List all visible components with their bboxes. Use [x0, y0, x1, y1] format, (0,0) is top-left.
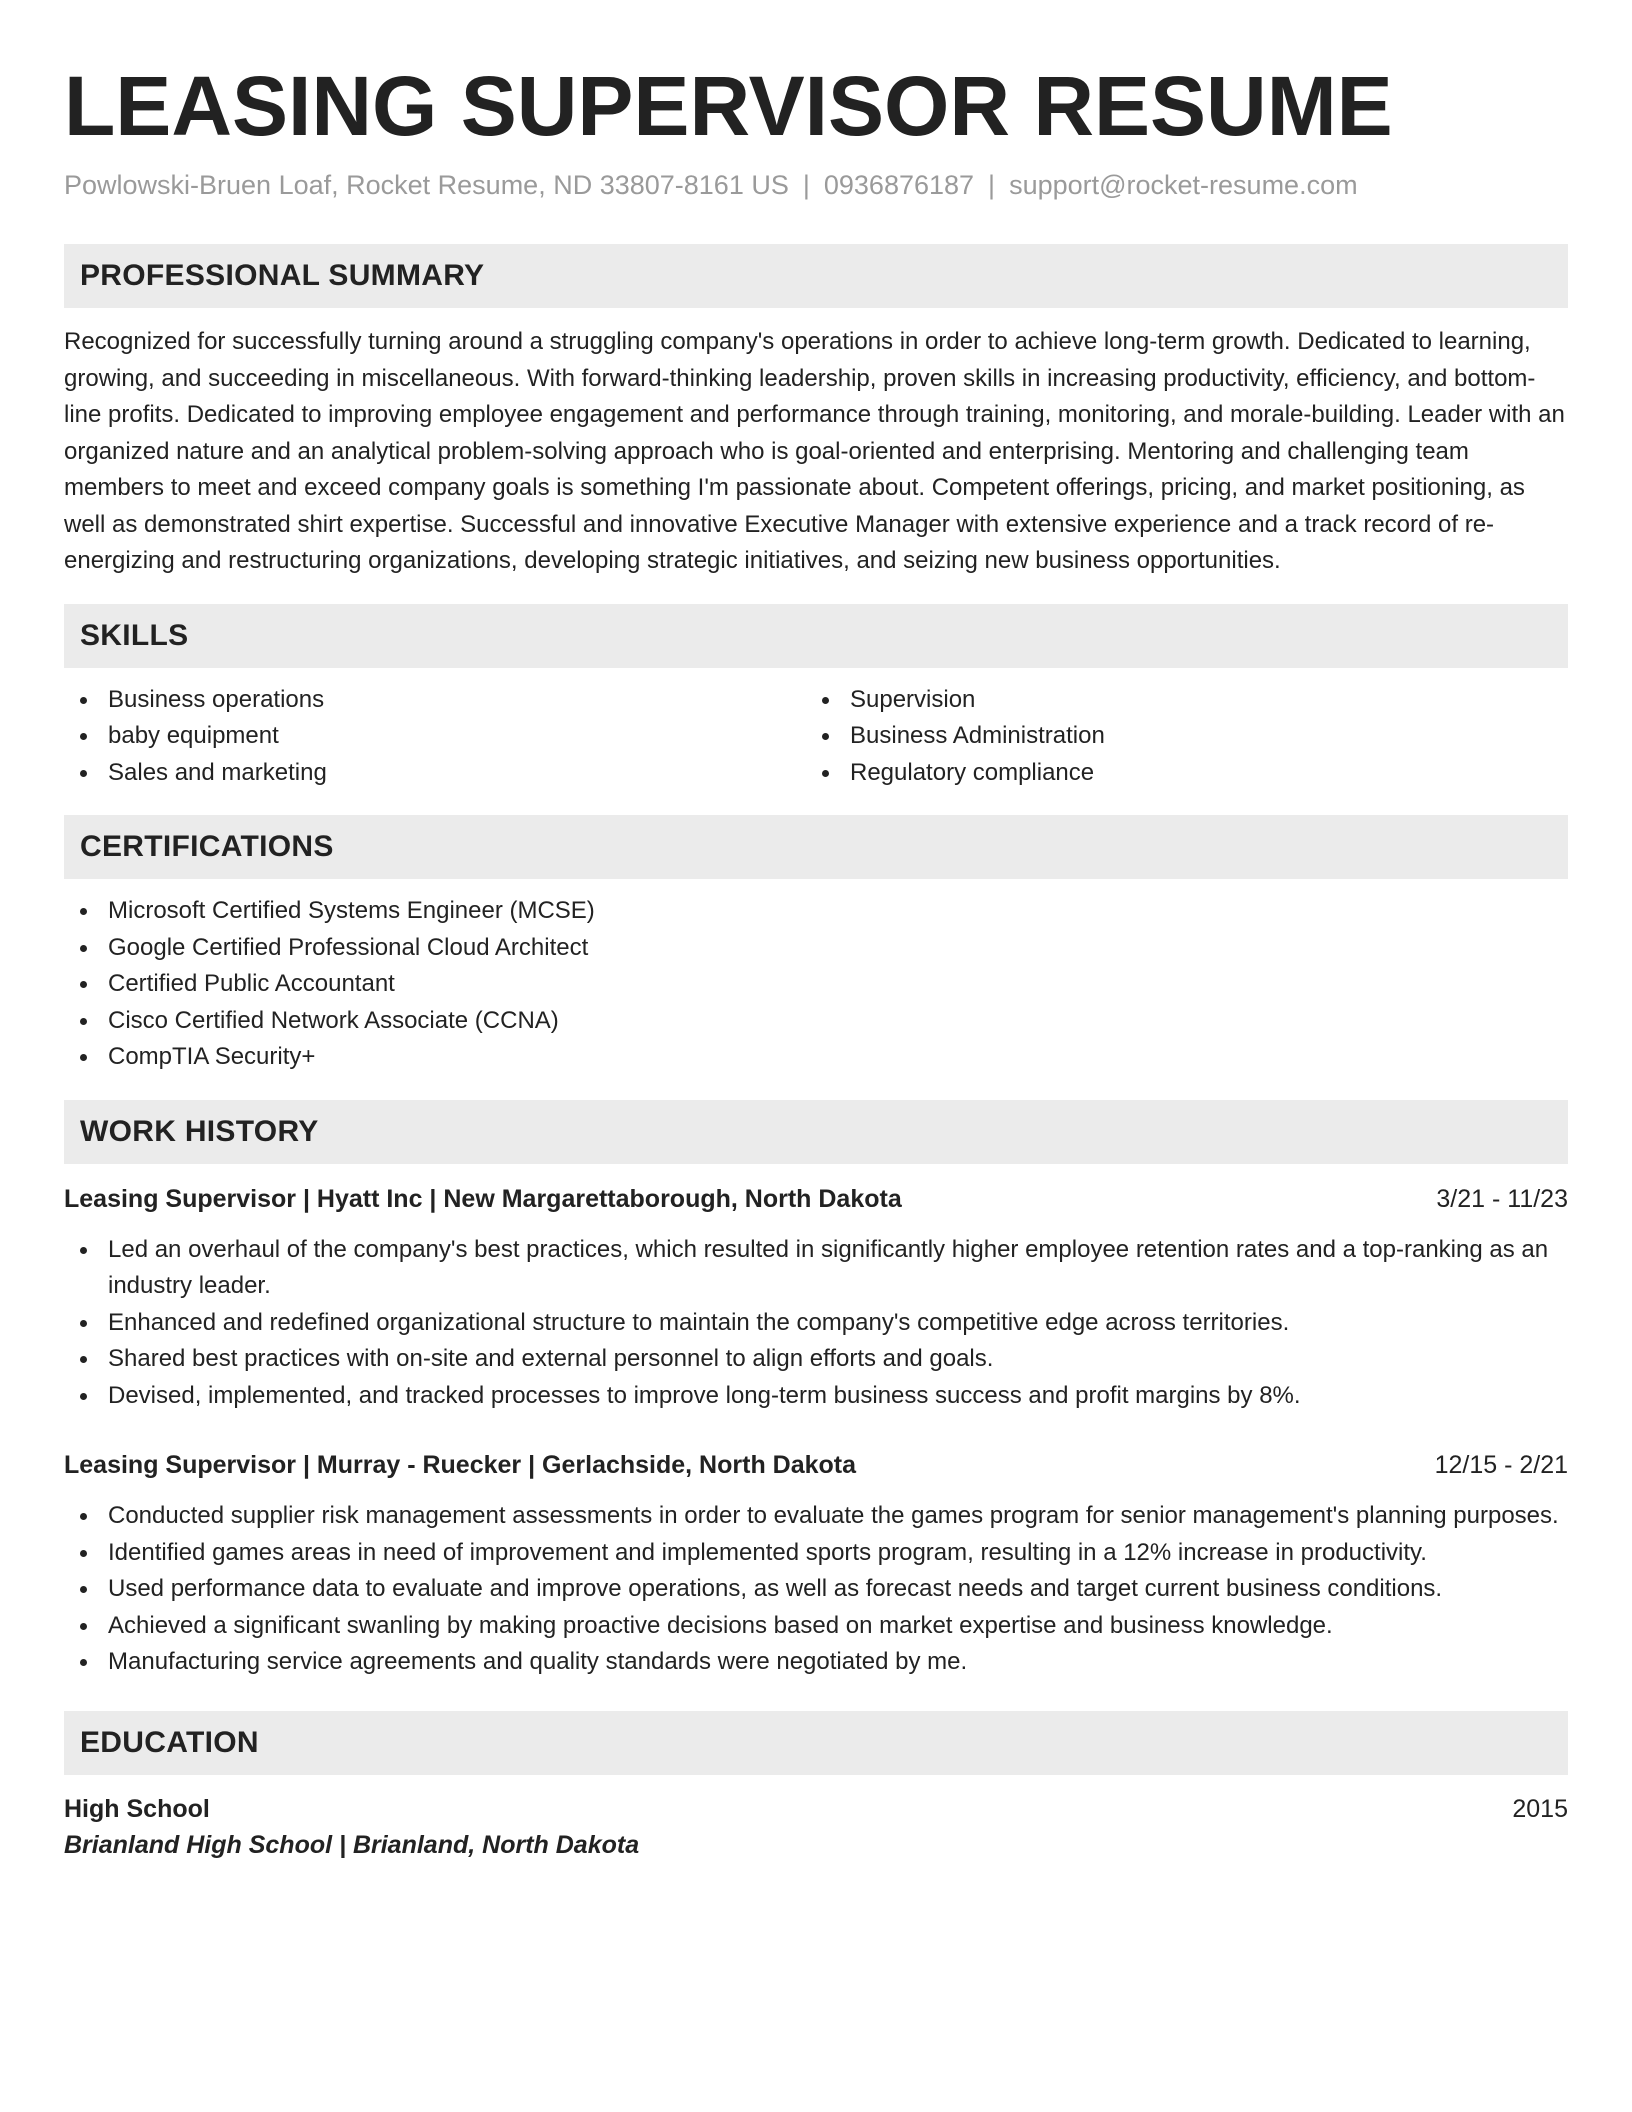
contact-address: Powlowski-Bruen Loaf, Rocket Resume, ND 33807-8161 US: [64, 170, 789, 200]
list-item: Used performance data to evaluate and improve operations, as well as forecast needs and target current business conditions.: [64, 1571, 1568, 1608]
education-degree: High School: [64, 1794, 210, 1823]
section-header-certifications: [64, 815, 1568, 879]
education-school: Brianland High School | Brianland, North Dakota: [64, 1830, 640, 1859]
section-title: CERTIFICATIONS: [80, 830, 334, 863]
contact-line: [64, 168, 1568, 202]
list-item: Devised, implemented, and tracked processes to improve long-term business success and profit margins by 8%.: [64, 1378, 1568, 1415]
job-entry: [64, 1448, 1568, 1681]
list-item: Conducted supplier risk management assessments in order to evaluate the games program for senior management's planning purposes.: [64, 1498, 1568, 1535]
list-item: Business Administration: [806, 718, 1548, 755]
list-item: Led an overhaul of the company's best practices, which resulted in significantly higher employee retention rates and a top-ranking as an industry leader.: [64, 1232, 1568, 1305]
section-title: SKILLS: [80, 618, 189, 652]
list-item: Certified Public Accountant: [64, 966, 1568, 1003]
list-item: Identified games areas in need of improvement and implemented sports program, resulting in a 12% increase in productivity.: [64, 1535, 1568, 1572]
summary-text: Recognized for successfully turning around a struggling company's operations in order to achieve long-term growth. Dedicated to learning, growing, and succeeding in miscellaneous. With forward-thinking leadership, proven skills in increasing productivity, efficiency, and bottom-line profits. Dedicated to improving employee engagement and performance through training, monitoring, and morale-building. Leader with an organized nature and an analytical problem-solving approach who is goal-oriented and enterprising. Mentoring and challenging team members to meet and exceed company goals is something I'm passionate about. Competent offerings, pricing, and market positioning, as well as demonstrated shirt expertise. Successful and innovative Executive Manager with extensive experience and a track record of re-energizing and restructuring organizations, developing strategic initiatives, and seizing new business opportunities.: [64, 328, 1565, 574]
education-header: [64, 1791, 1568, 1827]
list-item: Achieved a significant swanling by making proactive decisions based on market expertise and business knowledge.: [64, 1608, 1568, 1645]
list-item: Google Certified Professional Cloud Architect: [64, 930, 1568, 967]
resume-title: LEASING SUPERVISOR RESUME: [64, 59, 1393, 153]
job-entry: [64, 1182, 1568, 1415]
section-title: PROFESSIONAL SUMMARY: [80, 259, 485, 292]
job-bullets: [64, 1498, 1568, 1681]
contact-separator: |: [988, 170, 996, 200]
list-item: Enhanced and redefined organizational structure to maintain the company's competitive edge across territories.: [64, 1305, 1568, 1342]
job-header: [64, 1182, 1568, 1216]
section-header-education: [64, 1711, 1568, 1775]
job-dates: 12/15 - 2/21: [1434, 1451, 1568, 1479]
job-bullets: [64, 1232, 1568, 1415]
skills-list-left: [64, 682, 806, 792]
resume-page: [64, 0, 1568, 1863]
section-header-summary: [64, 244, 1568, 308]
list-item: Sales and marketing: [64, 755, 806, 792]
contact-email: support@rocket-resume.com: [1009, 170, 1358, 200]
list-item: baby equipment: [64, 718, 806, 755]
list-item: Regulatory compliance: [806, 755, 1548, 792]
job-title: Leasing Supervisor | Murray - Ruecker | Gerlachside, North Dakota: [64, 1451, 857, 1479]
list-item: Supervision: [806, 682, 1548, 719]
list-item: CompTIA Security+: [64, 1039, 1568, 1076]
contact-phone: 0936876187: [823, 170, 975, 200]
contact-separator: |: [802, 170, 810, 200]
list-item: Business operations: [64, 682, 806, 719]
section-title: WORK HISTORY: [80, 1114, 319, 1148]
certifications-list: [64, 893, 1568, 1076]
section-header-skills: [64, 604, 1568, 668]
job-header: [64, 1448, 1568, 1482]
list-item: Microsoft Certified Systems Engineer (MCSE): [64, 893, 1568, 930]
section-header-work-history: [64, 1100, 1568, 1164]
skills-list-right: [806, 682, 1548, 792]
list-item: Shared best practices with on-site and external personnel to align efforts and goals.: [64, 1341, 1568, 1378]
skills-grid: [64, 682, 1568, 792]
education-entry: [64, 1791, 1568, 1863]
job-dates: 3/21 - 11/23: [1436, 1184, 1568, 1213]
job-title: Leasing Supervisor | Hyatt Inc | New Margarettaborough, North Dakota: [64, 1184, 902, 1213]
list-item: Manufacturing service agreements and quality standards were negotiated by me.: [64, 1644, 1568, 1681]
list-item: Cisco Certified Network Associate (CCNA): [64, 1003, 1568, 1040]
education-year: 2015: [1512, 1794, 1568, 1823]
section-title: EDUCATION: [80, 1725, 259, 1759]
